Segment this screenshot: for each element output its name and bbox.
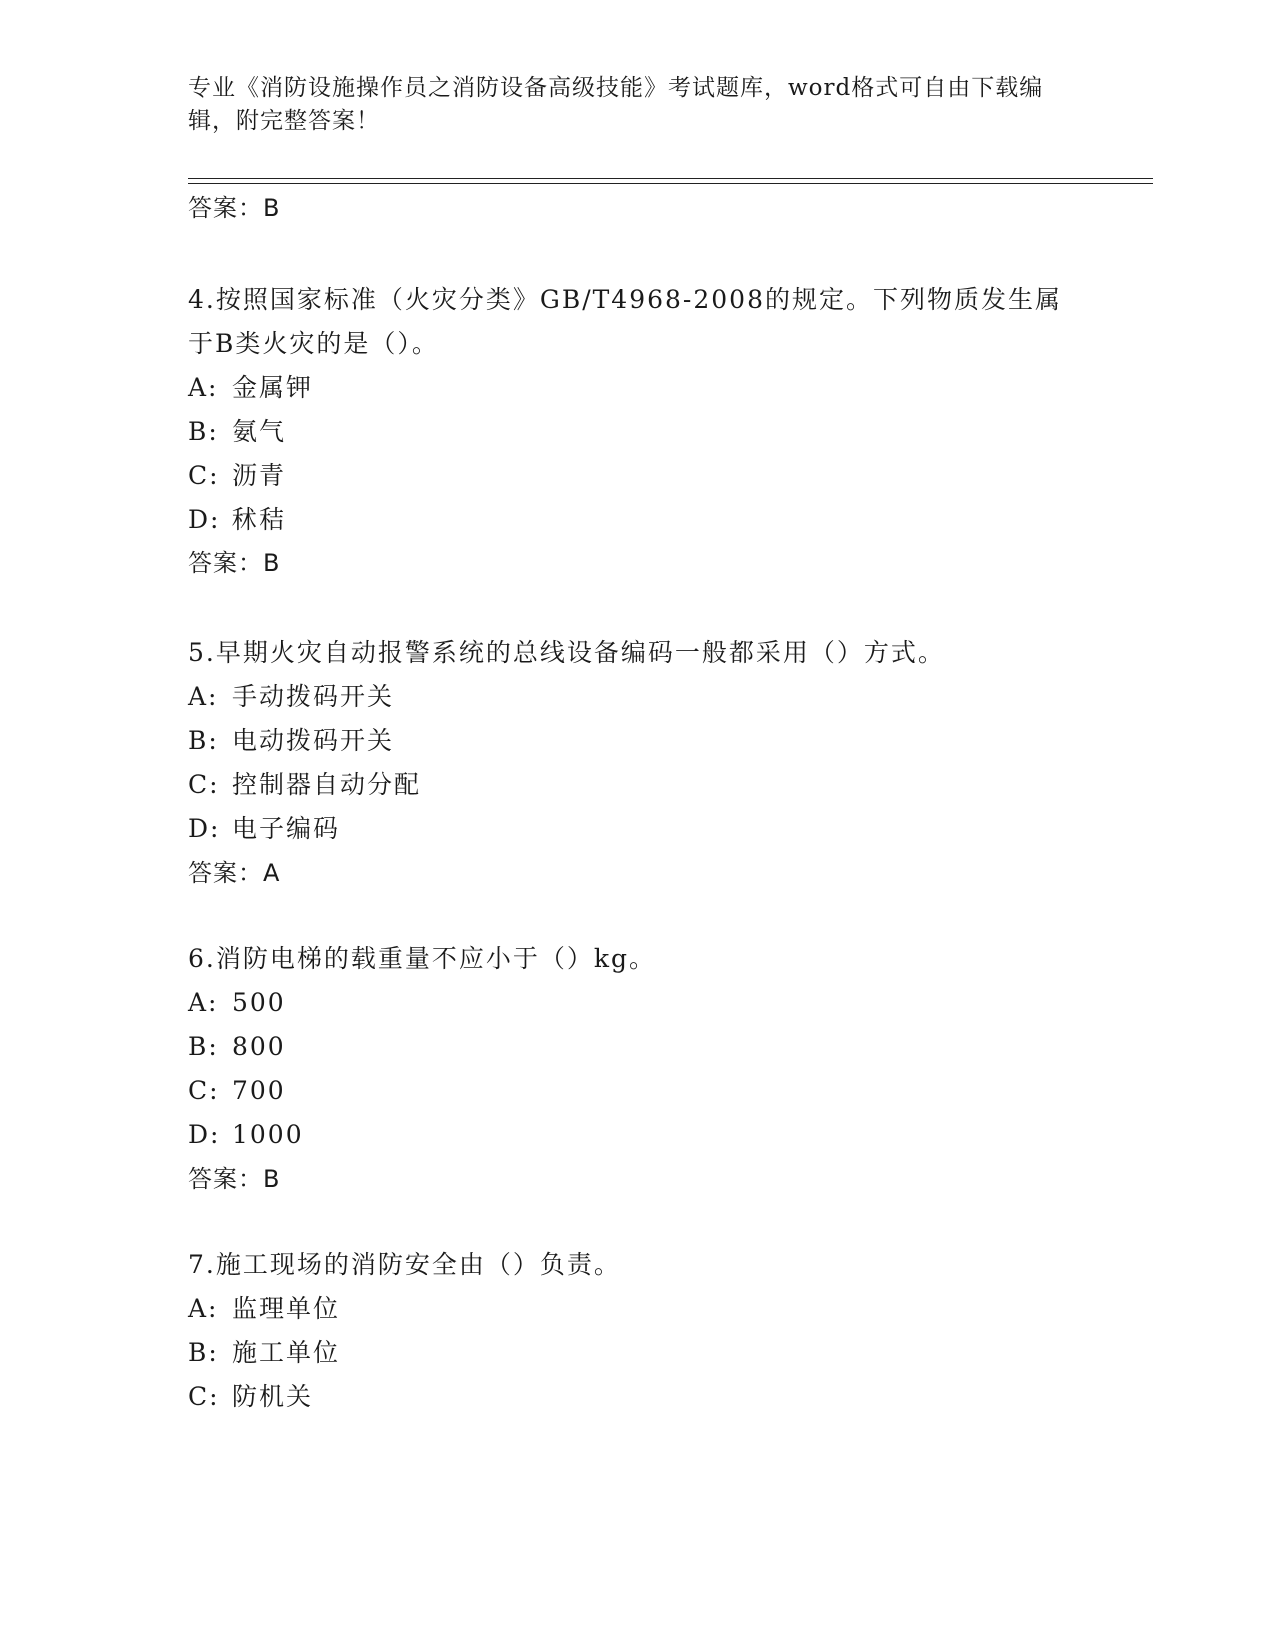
question-4-option-a	[188, 373, 313, 403]
question-6-option-c	[188, 1076, 286, 1106]
option-label: A:	[188, 682, 219, 711]
question-4-answer: 答案：B	[188, 549, 281, 577]
question-7-text-line1: 7.施工现场的消防安全由（）负责。	[188, 1250, 621, 1279]
option-text: 施工单位	[232, 1338, 341, 1367]
option-label: A:	[188, 1294, 219, 1323]
question-5-option-c	[188, 770, 421, 800]
option-text: 电子编码	[232, 814, 341, 843]
option-text: 氨气	[232, 417, 287, 446]
option-label: A:	[188, 988, 219, 1017]
answer-previous: 答案：B	[188, 194, 281, 222]
option-text: 金属钾	[232, 373, 314, 402]
option-label: B:	[188, 1032, 219, 1061]
question-4-text-line2: 于B类火灾的是（）。	[188, 329, 439, 358]
option-label: D:	[188, 1120, 221, 1149]
option-label: B:	[188, 417, 219, 446]
option-label: C:	[188, 770, 220, 799]
question-5-answer: 答案：A	[188, 859, 281, 887]
option-text: 1000	[232, 1120, 304, 1149]
question-5-option-b	[188, 726, 394, 756]
question-5-option-d	[188, 814, 340, 844]
question-5-text-line1: 5.早期火灾自动报警系统的总线设备编码一般都采用（）方式。	[188, 638, 945, 667]
question-6-option-a	[188, 988, 286, 1018]
option-label: C:	[188, 461, 220, 490]
header-divider-top	[188, 178, 1153, 179]
question-7-option-a	[188, 1294, 340, 1324]
option-label: D:	[188, 814, 221, 843]
document-header: 专业《消防设施操作员之消防设备高级技能》考试题库，word格式可自由下载编辑，附完整答案！	[188, 75, 1044, 134]
option-label: A:	[188, 373, 219, 402]
option-text: 沥青	[232, 461, 287, 490]
question-6-option-b	[188, 1032, 286, 1062]
option-text: 800	[232, 1032, 286, 1061]
question-6-answer: 答案：B	[188, 1165, 281, 1193]
question-7-option-b	[188, 1338, 340, 1368]
option-text: 控制器自动分配	[232, 770, 422, 799]
question-5-option-a	[188, 682, 394, 712]
option-text: 电动拨码开关	[232, 726, 395, 755]
option-text: 手动拨码开关	[232, 682, 395, 711]
question-4-option-b	[188, 417, 286, 447]
header-divider-bottom	[188, 183, 1153, 184]
question-4-option-c	[188, 461, 286, 491]
question-7-option-c	[188, 1382, 313, 1412]
option-label: C:	[188, 1382, 220, 1411]
option-text: 秫秸	[232, 505, 287, 534]
option-text: 防机关	[232, 1382, 314, 1411]
question-4-option-d	[188, 505, 286, 535]
option-text: 监理单位	[232, 1294, 341, 1323]
option-text: 500	[232, 988, 286, 1017]
question-6-option-d	[188, 1120, 304, 1150]
option-label: D:	[188, 505, 221, 534]
option-label: C:	[188, 1076, 220, 1105]
question-6-text-line1: 6.消防电梯的载重量不应小于（）kg。	[188, 944, 657, 973]
option-text: 700	[232, 1076, 286, 1105]
option-label: B:	[188, 726, 219, 755]
option-label: B:	[188, 1338, 219, 1367]
question-4-text-line1: 4.按照国家标准（火灾分类》GB/T4968-2008的规定。下列物质发生属	[188, 285, 1062, 314]
